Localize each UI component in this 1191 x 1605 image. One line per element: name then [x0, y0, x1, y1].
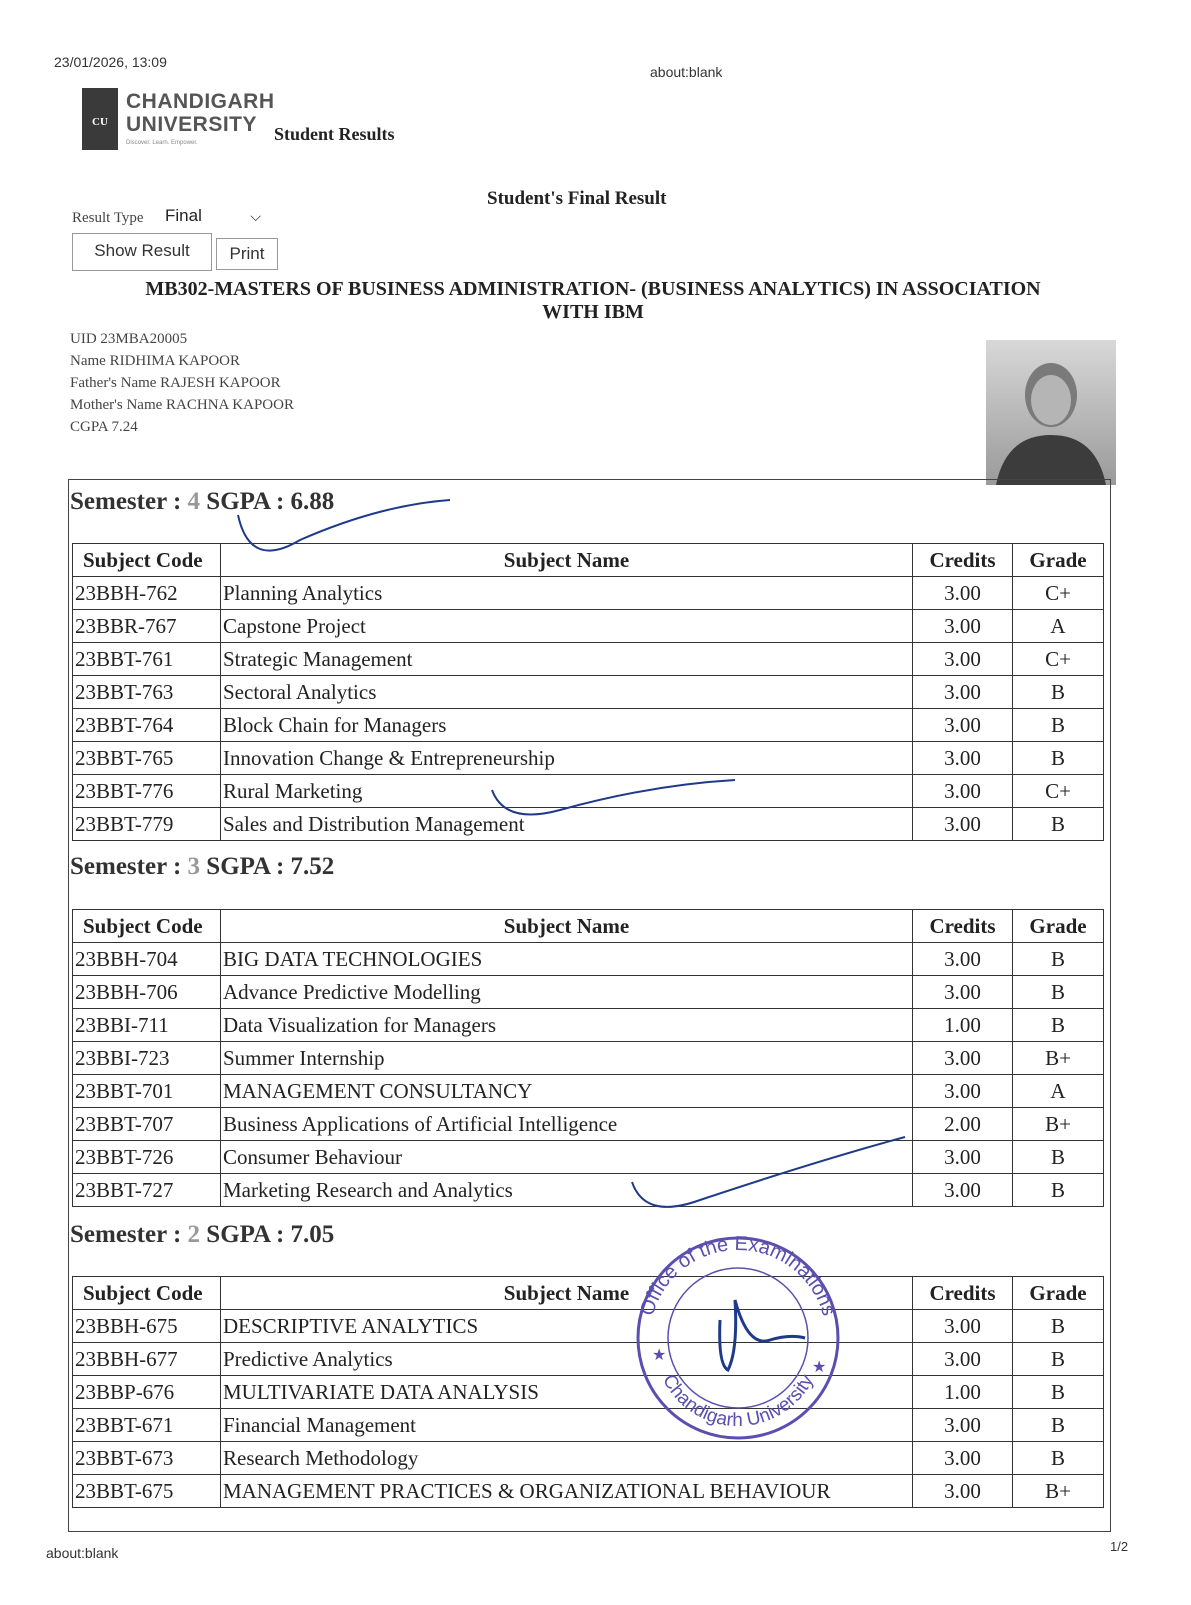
- col-credits: Credits: [913, 544, 1013, 577]
- credits-cell: 3.00: [913, 976, 1013, 1009]
- subject-name-cell: Rural Marketing: [221, 775, 913, 808]
- credits-cell: 3.00: [913, 1042, 1013, 1075]
- grade-cell: B: [1013, 1174, 1104, 1207]
- subject-code-cell: 23BBH-762: [73, 577, 221, 610]
- print-url: about:blank: [650, 64, 723, 80]
- subject-code-cell: 23BBT-779: [73, 808, 221, 841]
- grade-cell: C+: [1013, 577, 1104, 610]
- credits-cell: 3.00: [913, 1409, 1013, 1442]
- father-name: Father's Name RAJESH KAPOOR: [70, 375, 281, 391]
- semester-4-heading: Semester : 4 SGPA : 6.88: [70, 488, 335, 515]
- semester-2-heading: Semester : 2 SGPA : 7.05: [70, 1221, 335, 1248]
- col-grade: Grade: [1013, 910, 1104, 943]
- grade-cell: B: [1013, 1141, 1104, 1174]
- subject-name-cell: Block Chain for Managers: [221, 709, 913, 742]
- col-subject-code: Subject Code: [73, 910, 221, 943]
- credits-cell: 3.00: [913, 808, 1013, 841]
- subject-code-cell: 23BBT-727: [73, 1174, 221, 1207]
- logo-emblem-icon: CU: [82, 88, 118, 150]
- subject-code-cell: 23BBT-707: [73, 1108, 221, 1141]
- credits-cell: 3.00: [913, 577, 1013, 610]
- credits-cell: 3.00: [913, 1141, 1013, 1174]
- svg-text:★: ★: [652, 1347, 667, 1364]
- subject-code-cell: 23BBT-675: [73, 1475, 221, 1508]
- credits-cell: 2.00: [913, 1108, 1013, 1141]
- col-credits: Credits: [913, 910, 1013, 943]
- subject-name-cell: MANAGEMENT PRACTICES & ORGANIZATIONAL BEHAVIOUR: [221, 1475, 913, 1508]
- signature: [720, 1300, 805, 1370]
- credits-cell: 3.00: [913, 643, 1013, 676]
- print-date: 23/01/2026, 13:09: [54, 54, 167, 70]
- cgpa: CGPA 7.24: [70, 419, 138, 435]
- subject-name-cell: Planning Analytics: [221, 577, 913, 610]
- col-grade: Grade: [1013, 1277, 1104, 1310]
- subject-name-cell: Sales and Distribution Management: [221, 808, 913, 841]
- grade-cell: B: [1013, 709, 1104, 742]
- subject-name-cell: Innovation Change & Entrepreneurship: [221, 742, 913, 775]
- logo-tagline: Discover. Learn. Empower.: [126, 140, 198, 146]
- grade-cell: B: [1013, 808, 1104, 841]
- col-credits: Credits: [913, 1277, 1013, 1310]
- result-type-label: Result Type: [72, 210, 144, 226]
- subject-name-cell: Strategic Management: [221, 643, 913, 676]
- result-type-value: Final: [165, 206, 202, 225]
- credits-cell: 3.00: [913, 1442, 1013, 1475]
- examination-stamp: [636, 1233, 840, 1438]
- subject-code-cell: 23BBT-673: [73, 1442, 221, 1475]
- subject-code-cell: 23BBH-675: [73, 1310, 221, 1343]
- subject-code-cell: 23BBT-763: [73, 676, 221, 709]
- credits-cell: 3.00: [913, 1075, 1013, 1108]
- tick-mark: [238, 500, 450, 551]
- credits-cell: 3.00: [913, 1310, 1013, 1343]
- chevron-down-icon: ⌵: [250, 208, 261, 224]
- subject-code-cell: 23BBH-677: [73, 1343, 221, 1376]
- subject-name-cell: Marketing Research and Analytics: [221, 1174, 913, 1207]
- page-title: Student's Final Result: [487, 188, 667, 209]
- subject-name-cell: Sectoral Analytics: [221, 676, 913, 709]
- svg-text:★: ★: [812, 1359, 827, 1376]
- col-subject-code: Subject Code: [73, 544, 221, 577]
- col-subject-name: Subject Name: [221, 1277, 913, 1310]
- credits-cell: 3.00: [913, 676, 1013, 709]
- credits-cell: 3.00: [913, 1475, 1013, 1508]
- subject-name-cell: MULTIVARIATE DATA ANALYSIS: [221, 1376, 913, 1409]
- credits-cell: 3.00: [913, 943, 1013, 976]
- credits-cell: 3.00: [913, 742, 1013, 775]
- tick-mark: [492, 780, 735, 815]
- page-number: 1/2: [1110, 1539, 1129, 1554]
- grade-cell: B: [1013, 1009, 1104, 1042]
- subject-name-cell: Business Applications of Artificial Intelligence: [221, 1108, 913, 1141]
- subject-name-cell: Consumer Behaviour: [221, 1141, 913, 1174]
- col-subject-name: Subject Name: [221, 544, 913, 577]
- subject-name-cell: Financial Management: [221, 1409, 913, 1442]
- credits-cell: 1.00: [913, 1376, 1013, 1409]
- semester-3-heading: Semester : 3 SGPA : 7.52: [70, 853, 335, 880]
- credits-cell: 3.00: [913, 775, 1013, 808]
- subject-code-cell: 23BBH-706: [73, 976, 221, 1009]
- grade-cell: B: [1013, 742, 1104, 775]
- subject-name-cell: Predictive Analytics: [221, 1343, 913, 1376]
- subject-code-cell: 23BBT-671: [73, 1409, 221, 1442]
- grade-cell: B: [1013, 676, 1104, 709]
- credits-cell: 1.00: [913, 1009, 1013, 1042]
- logo-wordmark: CHANDIGARH UNIVERSITY: [126, 90, 275, 136]
- subject-code-cell: 23BBI-723: [73, 1042, 221, 1075]
- grade-cell: B: [1013, 1343, 1104, 1376]
- grade-cell: B+: [1013, 1042, 1104, 1075]
- grade-cell: A: [1013, 1075, 1104, 1108]
- subject-name-cell: Capstone Project: [221, 610, 913, 643]
- subject-name-cell: Data Visualization for Managers: [221, 1009, 913, 1042]
- grade-cell: B+: [1013, 1108, 1104, 1141]
- header-title: Student Results: [274, 124, 395, 144]
- credits-cell: 3.00: [913, 610, 1013, 643]
- credits-cell: 3.00: [913, 709, 1013, 742]
- subject-name-cell: Research Methodology: [221, 1442, 913, 1475]
- program-title: MB302-MASTERS OF BUSINESS ADMINISTRATION- (BUSINESS ANALYTICS) IN ASSOCIATION WITH IBM: [145, 278, 1041, 323]
- subject-code-cell: 23BBT-761: [73, 643, 221, 676]
- student-name: Name RIDHIMA KAPOOR: [70, 353, 240, 369]
- grade-cell: B: [1013, 1376, 1104, 1409]
- grade-cell: C+: [1013, 775, 1104, 808]
- grade-cell: A: [1013, 610, 1104, 643]
- subject-name-cell: Summer Internship: [221, 1042, 913, 1075]
- subject-code-cell: 23BBT-764: [73, 709, 221, 742]
- subject-code-cell: 23BBI-711: [73, 1009, 221, 1042]
- credits-cell: 3.00: [913, 1174, 1013, 1207]
- grade-cell: B: [1013, 1442, 1104, 1475]
- grade-cell: C+: [1013, 643, 1104, 676]
- subject-name-cell: DESCRIPTIVE ANALYTICS: [221, 1310, 913, 1343]
- grade-cell: B: [1013, 976, 1104, 1009]
- footer-url: about:blank: [46, 1545, 119, 1561]
- col-grade: Grade: [1013, 544, 1104, 577]
- subject-code-cell: 23BBT-765: [73, 742, 221, 775]
- subject-code-cell: 23BBT-701: [73, 1075, 221, 1108]
- col-subject-name: Subject Name: [221, 910, 913, 943]
- subject-code-cell: 23BBT-726: [73, 1141, 221, 1174]
- subject-name-cell: BIG DATA TECHNOLOGIES: [221, 943, 913, 976]
- mother-name: Mother's Name RACHNA KAPOOR: [70, 397, 294, 413]
- subject-code-cell: 23BBP-676: [73, 1376, 221, 1409]
- credits-cell: 3.00: [913, 1343, 1013, 1376]
- subject-code-cell: 23BBT-776: [73, 775, 221, 808]
- grade-cell: B: [1013, 943, 1104, 976]
- show-result-button[interactable]: Show Result: [72, 233, 212, 271]
- stamp-bottom-text: Chandigarh University: [658, 1370, 818, 1432]
- student-uid: UID 23MBA20005: [70, 331, 188, 347]
- grade-cell: B+: [1013, 1475, 1104, 1508]
- subject-name-cell: MANAGEMENT CONSULTANCY: [221, 1075, 913, 1108]
- grade-cell: B: [1013, 1310, 1104, 1343]
- subject-code-cell: 23BBR-767: [73, 610, 221, 643]
- subject-code-cell: 23BBH-704: [73, 943, 221, 976]
- stamp-top-text: Office of the Examinations: [636, 1232, 840, 1319]
- print-button[interactable]: Print: [216, 238, 278, 270]
- subject-name-cell: Advance Predictive Modelling: [221, 976, 913, 1009]
- col-subject-code: Subject Code: [73, 1277, 221, 1310]
- tick-mark: [632, 1137, 905, 1207]
- grade-cell: B: [1013, 1409, 1104, 1442]
